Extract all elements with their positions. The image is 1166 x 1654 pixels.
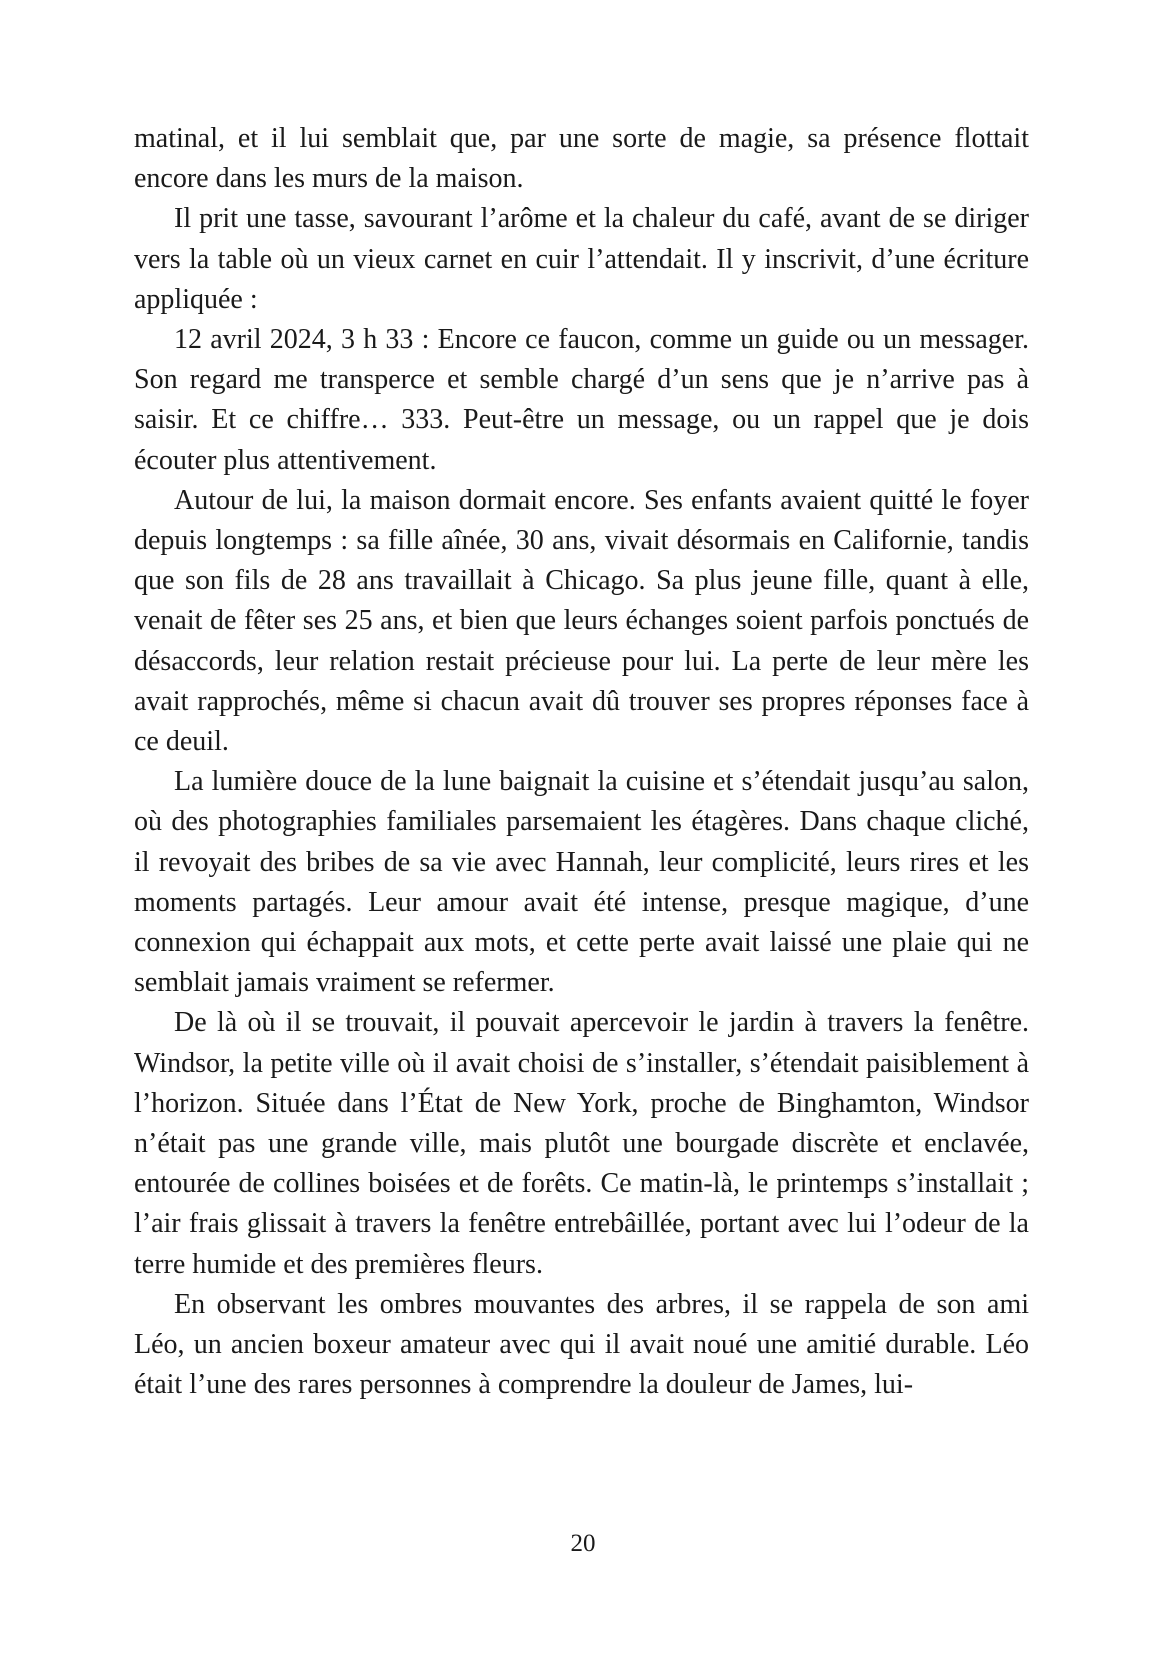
- paragraph-6: De là où il se trouvait, il pouvait apercevoir le jardin à travers la fenêtre. Windsor, la petite ville où il avait choisi de s’installer, s’étendait paisiblement à l’horizon. Située dans l’État de New York, proche de Binghamton, Windsor n’était pas une grande ville, mais plutôt une bourgade discrète et enclavée, entourée de collines boisées et de forêts. Ce matin-là, le printemps s’installait ; l’air frais glissait à travers la fenêtre entrebâillée, portant avec lui l’odeur de la terre humide et des premières fleurs.: [134, 1007, 1029, 1280]
- page-number: 20: [570, 1530, 596, 1557]
- paragraph-4: Autour de lui, la maison dormait encore. Ses enfants avaient quitté le foyer depuis longtemps : sa fille aînée, 30 ans, vivait désormais en Californie, tandis que son fils de 28 ans travaillait à Chicago. Sa plus jeune fille, quant à elle, venait de fêter ses 25 ans, et bien que leurs échanges soient parfois ponctués de désaccords, leur relation restait précieuse pour lui. La perte de leur mère les avait rapprochés, même si chacun avait dû trouver ses propres réponses face à ce deuil.: [134, 484, 1029, 758]
- paragraph-1: matinal, et il lui semblait que, par une sorte de magie, sa présence flottait encore dans les murs de la maison.: [134, 123, 1029, 195]
- paragraph-5: La lumière douce de la lune baignait la cuisine et s’étendait jusqu’au salon, où des photographies familiales parsemaient les étagères. Dans chaque cliché, il revoyait des bribes de sa vie avec Hannah, leur complicité, leurs rires et les moments partagés. Leur amour avait été intense, presque magique, d’une connexion qui échappait aux mots, et cette perte avait laissé une plaie qui ne semblait jamais vraiment se refermer.: [134, 766, 1029, 999]
- paragraph-3-journal-entry: 12 avril 2024, 3 h 33 : Encore ce faucon, comme un guide ou un messager. Son regard me transperce et semble chargé d’un sens que je n’arrive pas à saisir. Et ce chiffre… 333. Peut-être un message, ou un rappel que je dois écouter plus attentivement.: [134, 324, 1029, 476]
- body-text: [134, 119, 1029, 1406]
- paragraph-2: Il prit une tasse, savourant l’arôme et la chaleur du café, avant de se diriger vers la table où un vieux carnet en cuir l’attendait. Il y inscrivit, d’une écriture appliquée :: [134, 203, 1029, 315]
- paragraph-7: En observant les ombres mouvantes des arbres, il se rappela de son ami Léo, un ancien boxeur amateur avec qui il avait noué une amitié durable. Léo était l’une des rares personnes à comprendre la douleur de James, lui-: [134, 1288, 1029, 1401]
